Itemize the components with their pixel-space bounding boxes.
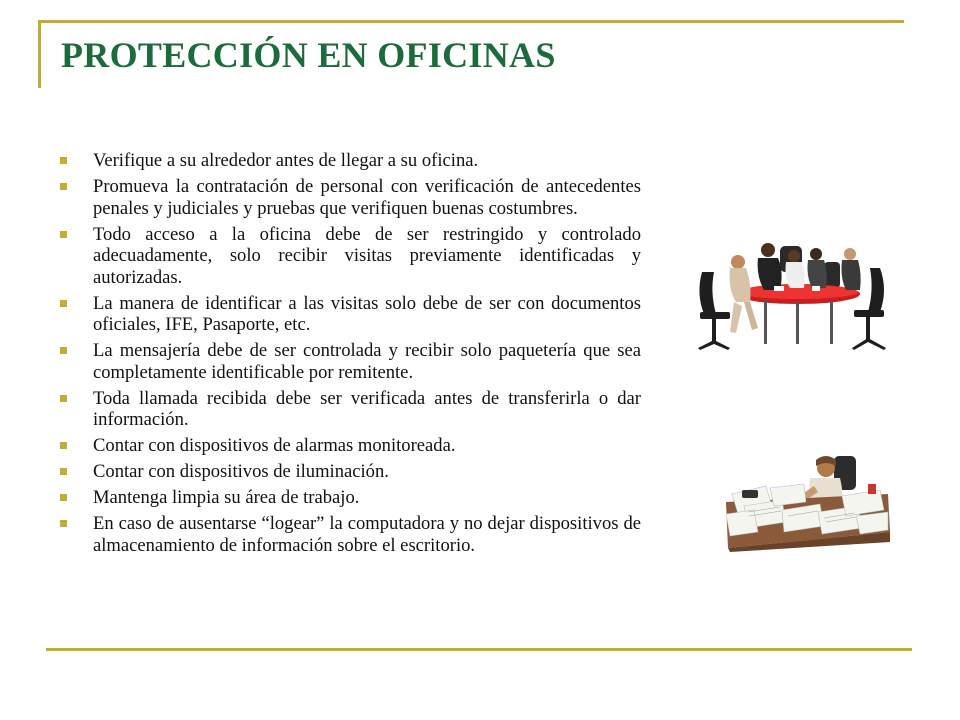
bullet-text: Verifique a su alrededor antes de llegar a su oficina. [93,150,479,171]
bullet-item [60,293,641,336]
square-bullet-icon [60,442,67,449]
cluttered-desk-photo [722,450,892,552]
bullet-text: Mantenga limpia su área de trabajo. [93,487,360,508]
bottom-border-line [46,648,912,651]
bullet-item [60,435,641,457]
bullet-item [60,340,641,383]
square-bullet-icon [60,183,67,190]
square-bullet-icon [60,494,67,501]
square-bullet-icon [60,157,67,164]
person-center-right [808,248,827,288]
bullet-item [60,513,641,556]
square-bullet-icon [60,468,67,475]
person-right [842,248,861,290]
bullet-text: Todo acceso a la oficina debe de ser restringido y controlado adecuadamente, solo recibir visitas previamente identificadas y autorizadas. [93,223,641,288]
square-bullet-icon [60,231,67,238]
bullet-text: La manera de identificar a las visitas solo debe de ser con documentos oficiales, IFE, Pasaporte, etc. [93,292,641,335]
bullet-text: Contar con dispositivos de iluminación. [93,461,389,482]
bullet-text: En caso de ausentarse “logear” la computadora y no dejar dispositivos de almacenamiento de información sobre el escritorio. [93,513,641,556]
bullet-list [60,150,641,561]
office-chair-left [698,272,730,350]
bullet-text: Toda llamada recibida debe ser verificada antes de transferirla o dar información. [93,387,641,430]
left-border-line [38,20,41,88]
bullet-item [60,176,641,219]
bullet-item [60,150,641,172]
square-bullet-icon [60,520,67,527]
square-bullet-icon [60,347,67,354]
bullet-item [60,461,641,483]
bullet-item [60,388,641,431]
square-bullet-icon [60,300,67,307]
bullet-text: Contar con dispositivos de alarmas monitoreada. [93,435,456,456]
office-meeting-photo [694,232,890,358]
top-border-line [40,20,904,23]
bullet-text: La mensajería debe de ser controlada y recibir solo paquetería que sea completamente identificable por remitente. [93,340,641,383]
bullet-text: Promueva la contratación de personal con verificación de antecedentes penales y judiciales y pruebas que verifiquen buenas costumbres. [93,176,641,219]
bullet-item [60,224,641,289]
slide-title: PROTECCIÓN EN OFICINAS [61,35,556,75]
person-center-left [758,243,782,290]
square-bullet-icon [60,395,67,402]
bullet-item [60,487,641,509]
